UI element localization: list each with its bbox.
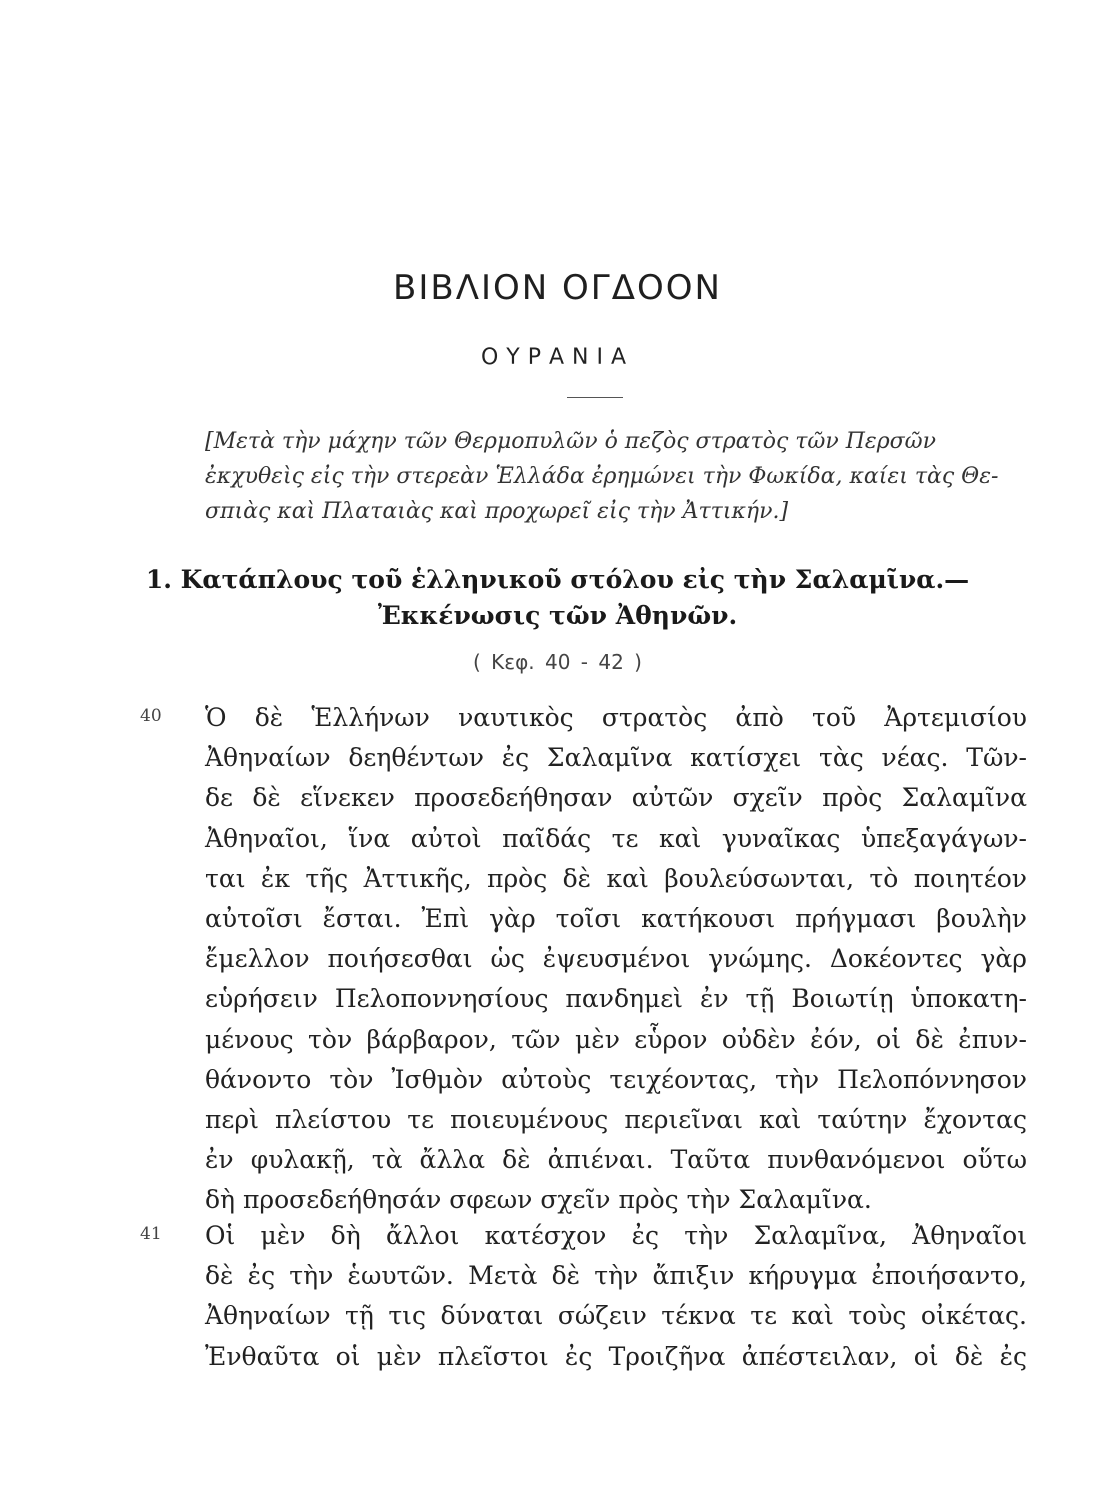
paragraph-40 (205, 698, 1027, 1221)
text-line: Ἀθηναῖοι, ἵνα αὐτοὶ παῖδάς τε καὶ γυναῖκας ὑπεξαγάγων- (205, 823, 1027, 853)
paragraph-number: 40 (140, 706, 162, 726)
book-title: ΒΙΒΛΙΟΝ ΟΓΔΟΟΝ (393, 268, 722, 308)
text-line: Ἀθηναίων τῇ τις δύναται σώζειν τέκνα τε καὶ τοὺς οἰκέτας. (205, 1301, 1027, 1331)
title-divider (567, 397, 623, 398)
text-line: ἐν φυλακῇ, τὰ ἄλλα δὲ ἀπιέναι. Ταῦτα πυνθανόμενοι οὕτω (205, 1145, 1027, 1175)
text-line: αὐτοῖσι ἔσται. Ἐπὶ γὰρ τοῖσι κατήκουσι πρήγμασι βουλὴν (205, 904, 1027, 934)
summary-line: [Μετὰ τὴν μάχην τῶν Θερμοπυλῶν ὁ πεζὸς στρατὸς τῶν Περσῶν (205, 429, 936, 454)
chapter-heading-line: 1. Κατάπλους τοῦ ἑλληνικοῦ στόλου εἰς τὴν Σαλαμῖνα.— (145, 565, 970, 594)
paragraph-41 (205, 1216, 1027, 1377)
text-line: περὶ πλείστου τε ποιευμένους περιεῖναι καὶ ταύτην ἔχοντας (205, 1105, 1027, 1135)
text-line: θάνοντο τὸν Ἰσθμὸν αὐτοὺς τειχέοντας, τὴν Πελοπόννησον (205, 1064, 1027, 1094)
chapter-heading (0, 562, 1115, 634)
chapter-reference: ( Κεφ. 40 - 42 ) (473, 650, 642, 674)
text-line: εὑρήσειν Πελοποννησίους πανδημεὶ ἐν τῇ Βοιωτίῃ ὑποκατη- (205, 984, 1027, 1014)
text-line: Οἱ μὲν δὴ ἄλλοι κατέσχον ἐς τὴν Σαλαμῖνα, Ἀθηναῖοι (205, 1221, 1027, 1250)
text-line: δὲ ἐς τὴν ἑωυτῶν. Μετὰ δὲ τὴν ἄπιξιν κήρυγμα ἐποιήσαντο, (205, 1261, 1027, 1291)
summary-line: ἐκχυθεὶς εἰς τὴν στερεὰν Ἑλλάδα ἐρημώνει τὴν Φωκίδα, καίει τὰς Θε- (205, 464, 999, 489)
text-line: Ἀθηναίων δεηθέντων ἐς Σαλαμῖνα κατίσχει τὰς νέας. Τῶν- (205, 743, 1027, 773)
text-line: μένους τὸν βάρβαρον, τῶν μὲν εὗρον οὐδὲν ἐόν, οἱ δὲ ἐπυν- (205, 1024, 1027, 1054)
text-line: ἔμελλον ποιήσεσθαι ὡς ἐψευσμένοι γνώμης. Δοκέοντες γὰρ (205, 944, 1027, 974)
summary-line: σπιὰς καὶ Πλαταιὰς καὶ προχωρεῖ εἰς τὴν Ἀττικήν.] (205, 499, 789, 524)
paragraph-number: 41 (140, 1224, 162, 1244)
text-line: δὴ προσεδεήθησάν σφεων σχεῖν πρὸς τὴν Σαλαμῖνα. (205, 1185, 872, 1215)
section-title: ΟΥΡΑΝΙΑ (480, 345, 635, 370)
text-line: Ὁ δὲ Ἑλλήνων ναυτικὸς στρατὸς ἀπὸ τοῦ Ἀρτεμισίου (205, 703, 1027, 732)
chapter-heading-line: Ἐκκένωσις τῶν Ἀθηνῶν. (377, 601, 738, 630)
book-summary (205, 424, 1025, 529)
text-line: ται ἐκ τῆς Ἀττικῆς, πρὸς δὲ καὶ βουλεύσωνται, τὸ ποιητέον (205, 863, 1027, 893)
text-line: δε δὲ εἵνεκεν προσεδεήθησαν αὐτῶν σχεῖν πρὸς Σαλαμῖνα (205, 783, 1027, 813)
text-line: Ἐνθαῦτα οἱ μὲν πλεῖστοι ἐς Τροιζῆνα ἀπέστειλαν, οἱ δὲ ἐς (205, 1341, 1027, 1371)
